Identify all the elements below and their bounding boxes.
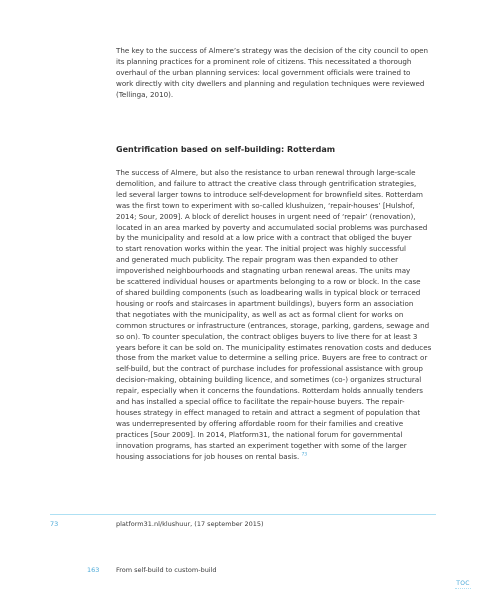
footnote-reference[interactable]: 73 <box>301 452 308 458</box>
toc-label: TOC <box>456 580 470 587</box>
body-line-text: located in an area marked by poverty and accumulated social problems was purchased <box>116 222 428 232</box>
intro-line <box>116 46 438 57</box>
body-line <box>116 397 438 408</box>
intro-line-text: work directly with city dwellers and planning and regulation techniques were reviewed <box>116 78 425 88</box>
footnote-text: platform31.nl/klushuur, (17 september 2015) <box>116 520 264 528</box>
body-line-text: innovation programs, has started an experiment together with some of the larger <box>116 440 407 450</box>
body-line <box>116 430 438 441</box>
body-line-text: that negotiates with the municipality, as well as act as formal client for works on <box>116 309 404 319</box>
intro-line <box>116 79 438 90</box>
body-line-text: of shared building components (such as loadbearing walls in typical block or terraced <box>116 287 421 297</box>
body-line <box>116 321 438 332</box>
body-line <box>116 310 438 321</box>
body-line <box>116 386 438 397</box>
body-line <box>116 299 438 310</box>
intro-line-text: (Tellinga, 2010). <box>116 89 174 99</box>
body-line <box>116 441 438 452</box>
body-paragraph <box>116 168 438 462</box>
intro-line-text: The key to the success of Almere’s strategy was the decision of the city council to open <box>116 46 429 55</box>
body-line <box>116 419 438 430</box>
body-line-text: those from the market value to determine a selling price. Buyers are free to contract or <box>116 353 428 363</box>
intro-line-text: its planning practices for a prominent role of citizens. This necessitated a thorough <box>116 56 412 66</box>
body-line <box>116 179 438 190</box>
intro-line <box>116 57 438 68</box>
body-line <box>116 201 438 212</box>
body-line <box>116 332 438 343</box>
page-number: 163 <box>87 566 100 574</box>
body-line <box>116 168 438 179</box>
body-line <box>116 212 438 223</box>
body-line-text: 2014; Sour, 2009]. A block of derelict houses in urgent need of ‘repair’ (renovation), <box>116 211 416 221</box>
section-heading: Gentrification based on self-building: Rotterdam <box>116 145 336 154</box>
body-line-text: practices [Sour 2009]. In 2014, Platform31, the national forum for governmental <box>116 429 403 439</box>
body-line <box>116 452 438 463</box>
body-line <box>116 233 438 244</box>
toc-underline <box>455 588 471 589</box>
body-line-text: was underrepresented by offering affordable room for their families and creative <box>116 418 404 428</box>
body-line-text: be scattered individual houses or apartments belonging to a row or block. In the case <box>116 277 421 287</box>
body-line-text: housing or roofs and staircases in apartment buildings), buyers form an association <box>116 298 414 308</box>
body-line-text: and has installed a special office to facilitate the repair-house buyers. The repair- <box>116 397 405 407</box>
body-line-text: years before it can be sold on. The municipality estimates renovation costs and deduces <box>116 342 432 352</box>
body-line-text: so on). To counter speculation, the contract obliges buyers to live there for at least 3 <box>116 331 418 341</box>
toc-button[interactable] <box>452 580 474 594</box>
body-line-text: houses strategy in effect managed to retain and attract a segment of population that <box>116 407 421 417</box>
body-line <box>116 353 438 364</box>
body-line <box>116 223 438 234</box>
body-line <box>116 343 438 354</box>
body-line-text: The success of Almere, but also the resistance to urban renewal through large-scale <box>116 168 416 177</box>
body-line-text: self-build, but the contract of purchase includes for professional assistance with group <box>116 364 423 374</box>
intro-line <box>116 90 438 101</box>
body-line <box>116 255 438 266</box>
running-title: From self-build to custom-build <box>116 566 217 574</box>
body-line-text: by the municipality and resold at a low price with a contract that obliged the buyer <box>116 233 412 243</box>
body-line-text: housing associations for job houses on rental basis. <box>116 451 300 461</box>
body-line-text: was the first town to experiment with so-called klushuizen, ‘repair-houses’ [Hulshof, <box>116 200 415 210</box>
body-line <box>116 288 438 299</box>
body-line <box>116 266 438 277</box>
body-line <box>116 190 438 201</box>
body-line-text: led several larger towns to introduce self-development for brownfield sites. Rotterdam <box>116 189 423 199</box>
body-line <box>116 408 438 419</box>
body-line-text: common structures or infrastructure (entrances, storage, parking, gardens, sewage and <box>116 320 430 330</box>
intro-line <box>116 68 438 79</box>
footnote-number: 73 <box>50 520 59 528</box>
body-line-text: and generated much publicity. The repair program was then expanded to other <box>116 255 398 265</box>
body-line-text: decision-making, obtaining building licence, and sometimes (co-) organizes structural <box>116 375 422 385</box>
footnote-divider <box>50 514 436 515</box>
body-line-text: repair, especially when it concerns the foundations. Rotterdam holds annually tenders <box>116 386 423 396</box>
body-line <box>116 244 438 255</box>
body-line-text: demolition, and failure to attract the creative class through gentrification strategies, <box>116 178 417 188</box>
intro-line-text: overhaul of the urban planning services: local government officials were trained to <box>116 67 411 77</box>
body-line <box>116 277 438 288</box>
body-line-text: impoverished neighbourhoods and stagnating urban renewal areas. The units may <box>116 266 411 276</box>
body-line-text: to start renovation works within the year. The initial project was highly successful <box>116 244 406 254</box>
intro-paragraph <box>116 46 438 101</box>
body-line <box>116 375 438 386</box>
body-line <box>116 364 438 375</box>
